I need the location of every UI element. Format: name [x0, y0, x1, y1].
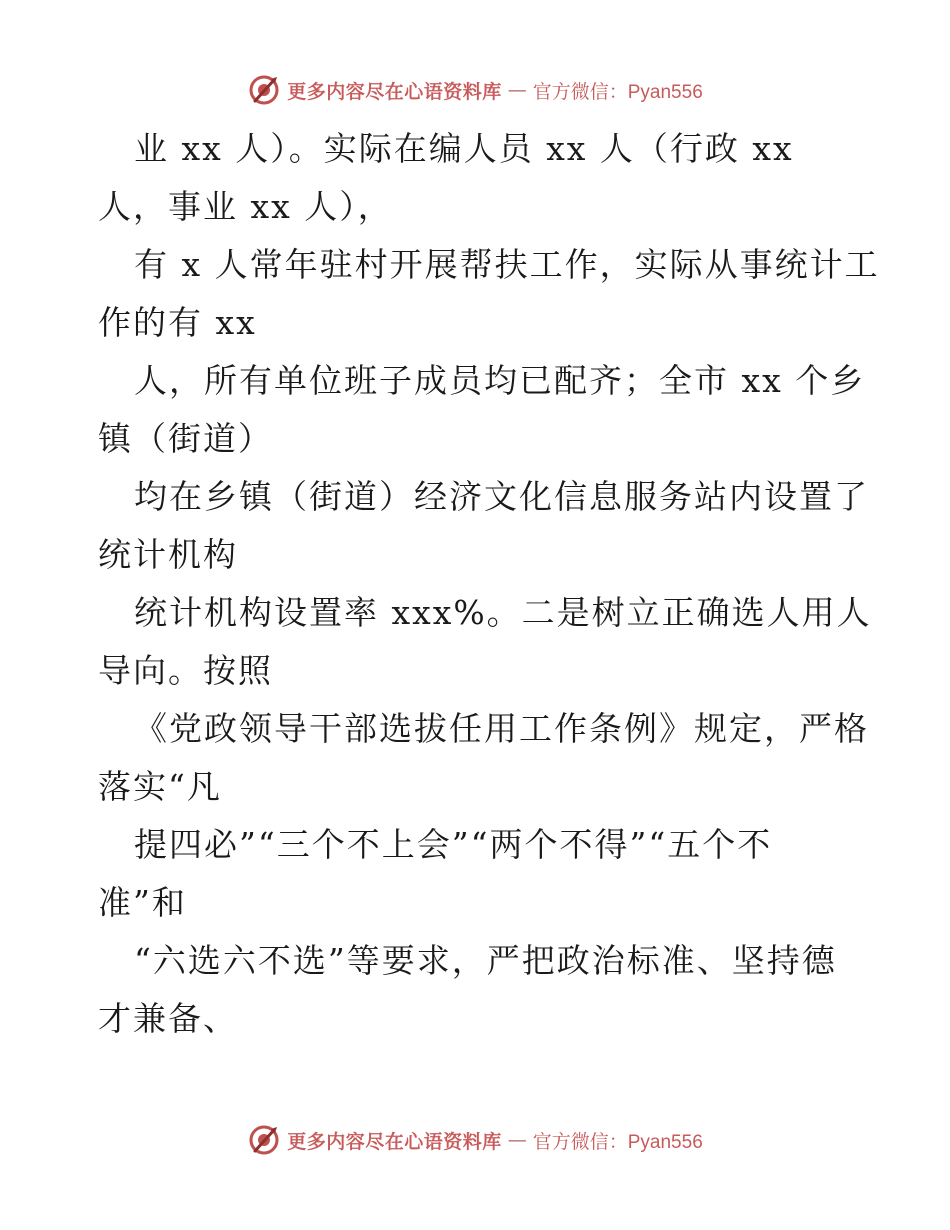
footer-banner-separator: —	[507, 1129, 527, 1151]
body-line: 人，所有单位班子成员均已配齐；全市 xx 个乡	[134, 361, 866, 400]
body-line: 业 xx 人）。实际在编人员 xx 人（行政 xx	[134, 129, 794, 168]
footer-banner	[0, 1118, 950, 1162]
body-line: 人，事业 xx 人），	[98, 187, 393, 226]
body-line: 统计机构设置率 xxx%。二是树立正确选人用人	[134, 593, 872, 632]
logo-icon	[247, 73, 281, 107]
header-banner	[0, 68, 950, 112]
footer-banner-wechat: 官方微信：Pyan556	[532, 1131, 703, 1153]
body-line: 才兼备、	[98, 999, 238, 1038]
header-banner-wechat: 官方微信：Pyan556	[532, 81, 703, 103]
body-line: 落实“凡	[98, 767, 222, 806]
header-banner-separator: —	[507, 79, 527, 101]
body-line: 导向。按照	[98, 651, 273, 690]
body-line: 准”和	[98, 883, 187, 922]
body-line: 《党政领导干部选拔任用工作条例》规定，严格	[134, 709, 869, 748]
body-line: 作的有 xx	[98, 303, 257, 342]
body-line: 提四必”“三个不上会”“两个不得”“五个不	[134, 825, 773, 864]
header-banner-text: 更多内容尽在心语资料库	[287, 80, 502, 103]
body-line: 均在乡镇（街道）经济文化信息服务站内设置了	[134, 477, 869, 516]
footer-banner-text: 更多内容尽在心语资料库	[287, 1130, 502, 1153]
body-line: 统计机构	[98, 535, 238, 574]
logo-icon	[247, 1123, 281, 1157]
body-line: 有 x 人常年驻村开展帮扶工作，实际从事统计工	[134, 245, 880, 284]
body-line: “六选六不选”等要求，严把政治标准、坚持德	[134, 941, 837, 980]
document-body	[98, 120, 880, 1048]
body-line: 镇（街道）	[98, 419, 273, 458]
